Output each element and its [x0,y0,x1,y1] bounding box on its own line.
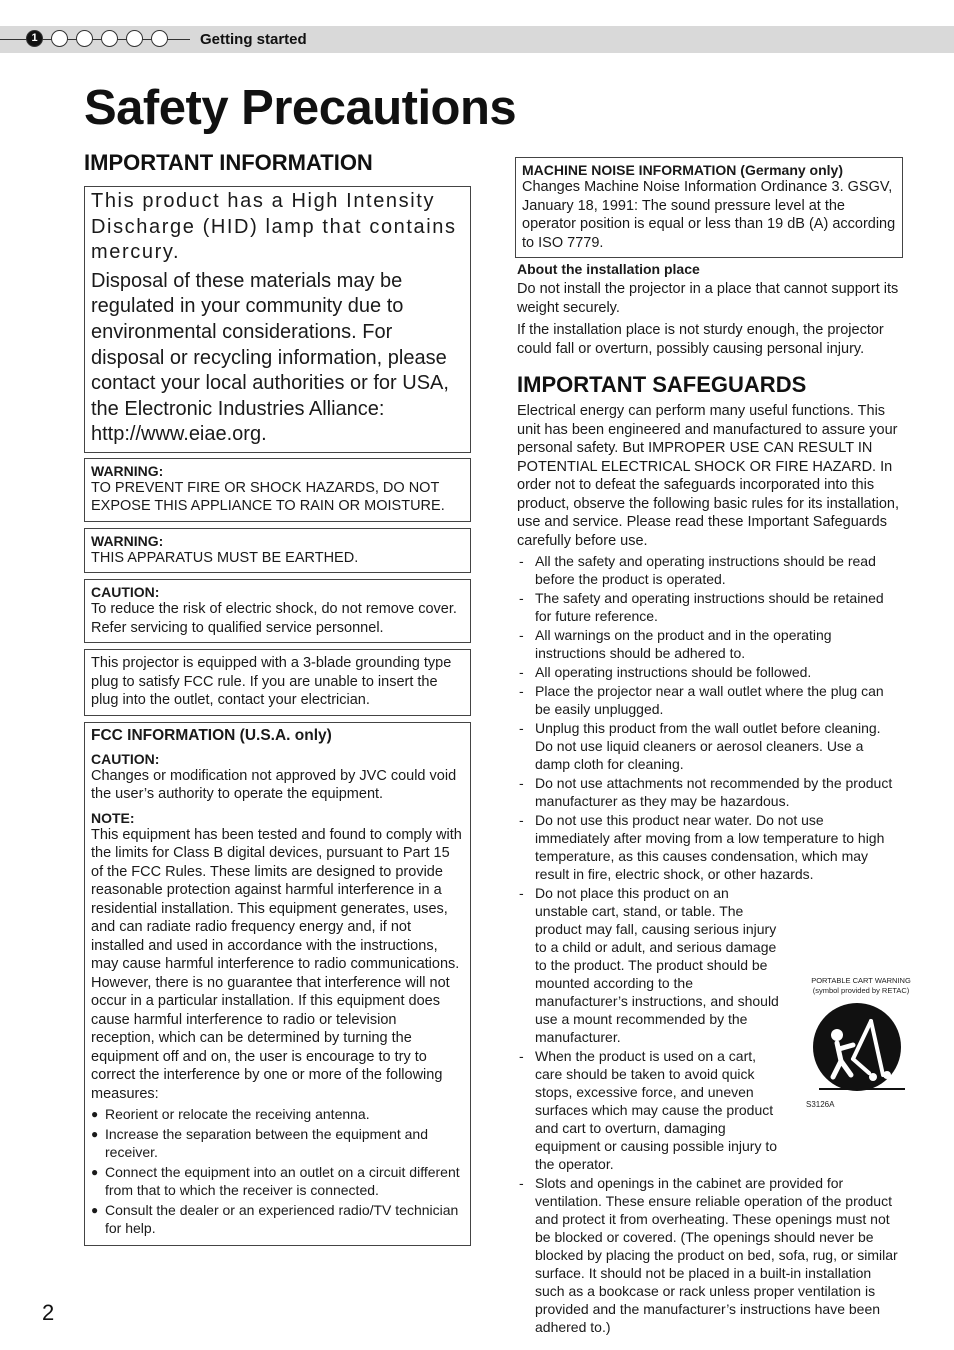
list-item: - When the product is used on a cart, care should be taken to avoid quick stops, excessive force, and uneven surfaces which may cause the product and cart to overturn, damaging equipment or causing possible injury to the operator. [517,1047,901,1173]
step-indicator [26,30,168,49]
fcc-title: FCC INFORMATION (U.S.A. only) [91,726,332,744]
caution-text: To reduce the risk of electric shock, do not remove cover. Refer servicing to qualified service personnel. [91,601,457,636]
step-5-dot [126,30,143,47]
cart-warning-caption: PORTABLE CART WARNING (symbol provided by RETAC) [811,976,911,995]
step-2-dot [51,30,68,47]
safeguards-list [517,552,901,1336]
list-item: - Unplug this product from the wall outlet before cleaning. Do not use liquid cleaners or aerosol cleaners. Use a damp cloth for cleaning. [517,719,901,773]
list-item: - Do not use attachments not recommended by the product manufacturer as they may be hazardous. [517,774,901,810]
cart-symbol-code: S3126A [806,1100,835,1109]
list-item: ● Connect the equipment into an outlet on a circuit different from that to which the receiver is connected. [91,1163,464,1199]
hid-paragraph-2: Disposal of these materials may be regulated in your community due to environmental considerations. For disposal or recycling information, please contact your local authorities or for USA, the Electronic Industries Alliance: http://www.eiae.org. [91,269,449,446]
warning-title: WARNING: [91,532,164,549]
list-item: - The safety and operating instructions should be retained for future reference. [517,589,901,625]
safeguards-section [515,372,903,1336]
important-safeguards-heading: IMPORTANT SAFEGUARDS [517,372,807,397]
caution-title: CAUTION: [91,584,160,601]
warning-text: TO PREVENT FIRE OR SHOCK HAZARDS, DO NOT EXPOSE THIS APPLIANCE TO RAIN OR MOISTURE. [91,479,445,515]
list-item: - Do not place this product on an unstable cart, stand, or table. The product may fall, causing serious injury to a child or adult, and serious damage to the product. The product should be mounted according to the manufacturer’s instructions, and should use a mount recommended by the manufacturer. [517,884,901,1046]
list-item: - All the safety and operating instructions should be read before the product is operated. [517,552,901,588]
list-item: - Slots and openings in the cabinet are provided for ventilation. These ensure reliable operation of the product and protect it from overheating. These openings must not be blocked or covered. (The openings should never be blocked by placing the product on bed, sofa, rug, or similar surface. It should not be placed in a built-in installation such as a bookcase or rack unless proper ventilation is provided and the manufacturer’s instructions have been adhered to.) [517,1174,901,1336]
warning-text: THIS APPARATUS MUST BE EARTHED. [91,549,359,566]
list-item: - Place the projector near a wall outlet where the plug can be easily unplugged. [517,682,901,718]
warning-earthed-box [84,528,471,574]
step-3-dot [76,30,93,47]
right-column [515,157,903,1337]
portable-cart-warning-icon [811,999,911,1099]
caution-box [84,579,471,643]
step-1-dot: 1 [26,30,43,47]
warning-rain-box [84,458,471,522]
fcc-caution-title: CAUTION: [91,750,160,767]
fcc-note-title: NOTE: [91,809,135,826]
list-item: - Do not use this product near water. Do not use immediately after moving from a low temperature to high temperature, as this causes condensation, which may result in fire, electric shock, or other hazards. [517,811,901,883]
hid-paragraph-1: This product has a High Intensity Discharge (HID) lamp that contains mercury. [91,190,457,264]
machine-noise-title: MACHINE NOISE INFORMATION (Germany only) [522,162,843,178]
installation-paragraph-2: If the installation place is not sturdy enough, the projector could fall or overturn, possibly causing personal injury. [517,322,884,357]
list-item: ● Reorient or relocate the receiving antenna. [91,1105,464,1123]
list-item: - All operating instructions should be followed. [517,663,901,681]
portable-cart-warning [806,976,916,1109]
list-item: - All warnings on the product and in the operating instructions should be adhered to. [517,626,901,662]
machine-noise-box [515,157,903,258]
fcc-measures-list [91,1105,464,1237]
grounding-plug-text: This projector is equipped with a 3-blade grounding type plug to satisfy FCC rule. If you are unable to insert the plug into the outlet, contact your electrician. [91,655,452,709]
page-title: Safety Precautions [84,81,517,135]
installation-section [515,261,903,358]
machine-noise-text: Changes Machine Noise Information Ordinance 3. GSGV, January 18, 1991: The sound pressure level at the operator position is equal or less than 19 dB (A) according to ISO 7779. [522,179,896,251]
important-information-heading: IMPORTANT INFORMATION [84,150,373,175]
header-bar [0,26,954,53]
step-6-dot [151,30,168,47]
left-column [84,150,471,1246]
fcc-caution-text: Changes or modification not approved by JVC could void the user’s authority to operate the equipment. [91,767,457,803]
fcc-information-box [84,722,471,1247]
section-label: Getting started [200,31,307,48]
page-number: 2 [42,1300,55,1325]
warning-title: WARNING: [91,462,164,479]
grounding-plug-box [84,649,471,716]
step-4-dot [101,30,118,47]
installation-title: About the installation place [517,261,700,277]
safeguards-intro: Electrical energy can perform many useful functions. This unit has been engineered and manufactured to assure your personal safety. But IMPROPER USE CAN RESULT IN POTENTIAL ELECTRICAL SHOCK OR FIRE HAZARD. In order not to defeat the safeguards incorporated into this product, observe the following basic rules for its installation, use and service. Please read these Important Safeguards carefully before use. [517,403,900,549]
fcc-note-text: This equipment has been tested and found to comply with the limits for Class B digital devices, pursuant to Part 15 of the FCC Rules. These limits are designed to provide reasonable protection against harmful interference in a residential installation. This equipment generates, uses, and can radiate radio frequency energy and, if not installed and used in accordance with the instructions, may cause harmful interference to radio communications. However, there is no guarantee that interference will not occur in a particular installation. If this equipment does cause harmful interference to radio or television reception, which can be determined by turning the equipment off and on, the user is encourage to try to correct the interference by one or more of the following measures: [91,826,462,1102]
installation-paragraph-1: Do not install the projector in a place that cannot support its weight securely. [517,281,899,316]
list-item: ● Consult the dealer or an experienced radio/TV technician for help. [91,1201,464,1237]
hid-lamp-notice [84,186,471,453]
list-item: ● Increase the separation between the equipment and receiver. [91,1125,464,1161]
